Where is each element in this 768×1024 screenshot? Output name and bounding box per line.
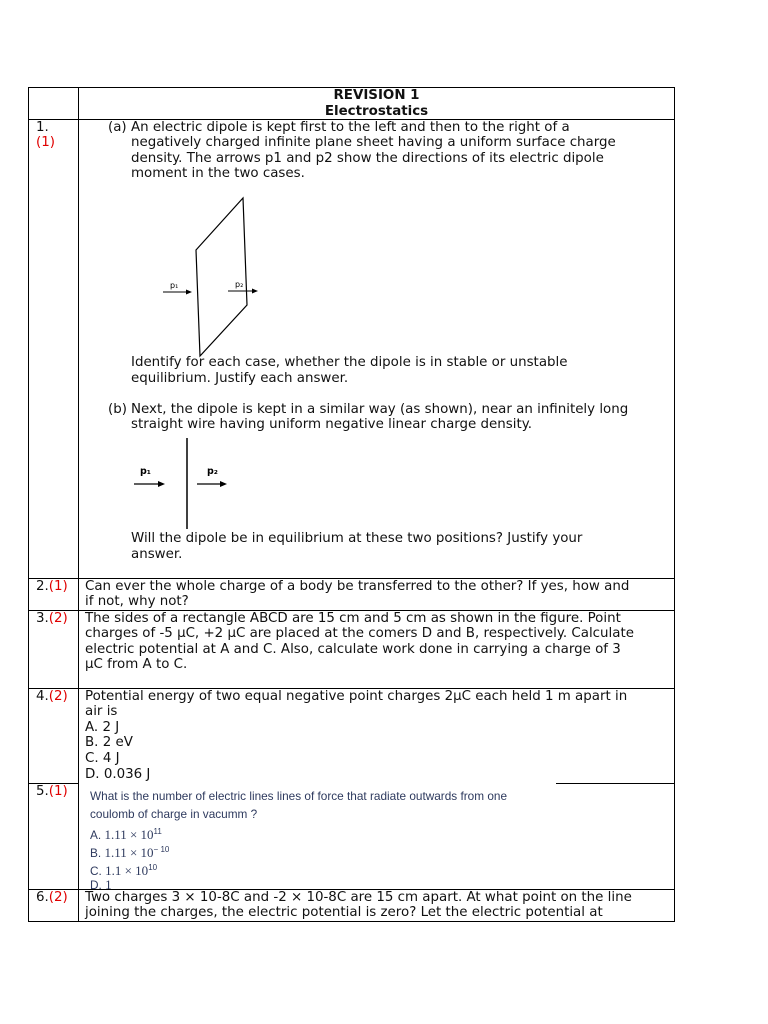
page-subtitle: Electrostatics xyxy=(324,104,429,119)
line-charge-dipole-figure xyxy=(128,435,238,535)
q1b-label: (b) xyxy=(108,402,127,417)
q4-option-d: D. 0.036 J xyxy=(85,767,151,782)
q2-number: 2.(1) xyxy=(36,579,68,594)
page-title: REVISION 1 xyxy=(333,88,420,103)
q1a-question-line: Identify for each case, whether the dipole is in stable or unstable xyxy=(131,355,568,370)
q1b-text-line: Next, the dipole is kept in a similar way (as shown), near an infinitely long xyxy=(131,402,629,417)
q1a-label: (a) xyxy=(108,120,127,135)
q3-text-line: electric potential at A and C. Also, calculate work done in carrying a charge of 3 xyxy=(85,642,621,657)
table-border-left xyxy=(28,87,29,922)
q3-text-line: μC from A to C. xyxy=(85,657,188,672)
q5-text-line: What is the number of electric lines lines of force that radiate outwards from one xyxy=(90,789,508,803)
dipole-p2-arrowhead xyxy=(252,289,258,294)
q1a-text-line: moment in the two cases. xyxy=(131,166,305,181)
q3-text-line: The sides of a rectangle ABCD are 15 cm and 5 cm as shown in the figure. Point xyxy=(85,611,621,626)
q4-marks: (2) xyxy=(48,689,68,704)
q5-text-line: coulomb of charge in vacumm ? xyxy=(90,807,258,821)
dipole-p1-label: p₁ xyxy=(140,466,151,477)
dipole-p1-label: p₁ xyxy=(170,281,179,290)
dipole-p2-arrowhead xyxy=(220,481,227,487)
q1b-question-line: Will the dipole be in equilibrium at these two positions? Justify your xyxy=(131,531,583,546)
dipole-p1-arrowhead xyxy=(186,290,192,295)
q2-marks: (1) xyxy=(48,579,68,594)
dipole-p2-label: p₂ xyxy=(207,466,218,477)
table-border-bottom xyxy=(28,921,675,922)
q2-text-line: Can ever the whole charge of a body be transferred to the other? If yes, how and xyxy=(85,579,630,594)
q1a-question-line: equilibrium. Justify each answer. xyxy=(131,371,349,386)
q4-number: 4.(2) xyxy=(36,689,68,704)
table-border-right xyxy=(674,87,675,922)
q3-marks: (2) xyxy=(48,611,68,626)
table-column-divider xyxy=(78,87,79,922)
q5-option-a: A. $1.11 \times 10^{11}$ xyxy=(90,826,162,842)
q5-number: 5.(1) xyxy=(36,784,68,799)
dipole-p1-arrowhead xyxy=(158,481,165,487)
q3-text-line: charges of -5 μC, +2 μC are placed at the comers D and B, respectively. Calculate xyxy=(85,626,634,641)
q4-text-line: air is xyxy=(85,704,118,719)
charged-plane-sheet xyxy=(196,198,247,356)
dipole-p2-label: p₂ xyxy=(235,280,244,289)
q2-text-line: if not, why not? xyxy=(85,594,189,609)
q4-text-line: Potential energy of two equal negative point charges 2μC each held 1 m apart in xyxy=(85,689,628,704)
q1-number: 1. xyxy=(36,120,49,135)
q1-marks: (1) xyxy=(36,135,55,150)
q5-option-d: D. 1 xyxy=(90,877,112,892)
q5-marks: (1) xyxy=(48,784,68,799)
q3-number: 3.(2) xyxy=(36,611,68,626)
q6-text-line: Two charges 3 × 10-8C and -2 × 10-8C are 15 cm apart. At what point on the line xyxy=(85,890,632,905)
plane-sheet-dipole-figure xyxy=(155,190,275,365)
q5-option-c: C. $1.1 \times 10^{10}$ xyxy=(90,862,158,878)
q4-option-a: A. 2 J xyxy=(85,720,120,735)
row-divider-q4-right xyxy=(556,783,675,784)
q1a-text-line: negatively charged infinite plane sheet having a uniform surface charge xyxy=(131,135,616,150)
q6-marks: (2) xyxy=(48,890,68,905)
q5-option-b: B. $1.11 \times 10^{- 10}$ xyxy=(90,844,170,860)
q1b-question-line: answer. xyxy=(131,547,183,562)
q1a-text-line: density. The arrows p1 and p2 show the directions of its electric dipole xyxy=(131,151,604,166)
q6-text-line: joining the charges, the electric potential is zero? Let the electric potential at xyxy=(85,905,603,920)
q4-option-b: B. 2 eV xyxy=(85,735,133,750)
q1b-text-line: straight wire having uniform negative linear charge density. xyxy=(131,417,532,432)
q1a-text-line: An electric dipole is kept first to the left and then to the right of a xyxy=(131,120,570,135)
q4-option-c: C. 4 J xyxy=(85,751,120,766)
q6-number: 6.(2) xyxy=(36,890,68,905)
